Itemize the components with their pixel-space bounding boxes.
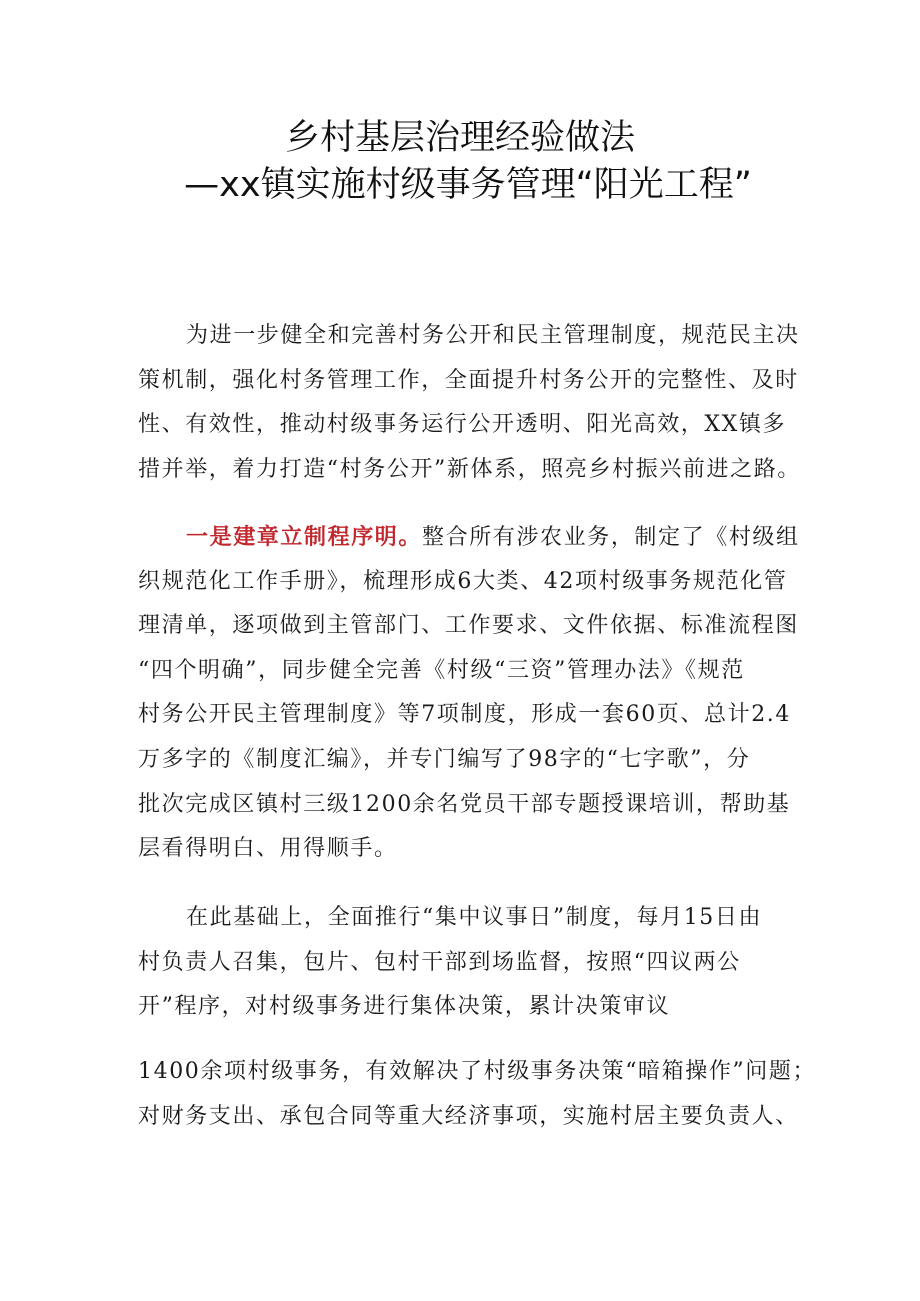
paragraph-line: 措并举，着力打造“村务公开”新体系，照亮乡村振兴前进之路。: [138, 456, 801, 482]
paragraph-line: 策机制，强化村务管理工作，全面提升村务公开的完整性、及时: [138, 367, 799, 393]
paragraph-meeting-day: [138, 896, 798, 1030]
paragraph-line: 在此基础上，全面推行“集中议事日”制度，每月15日由: [186, 905, 763, 930]
paragraph-line-text: 整合所有涉农业务，制定了《村级组: [422, 525, 800, 550]
paragraph-line: 层看得明白、用得顺手。: [138, 836, 398, 862]
paragraph-line: 织规范化工作手册》，梳理形成6大类、42项村级事务规范化管: [138, 568, 788, 594]
paragraph-continuation: [138, 1050, 817, 1139]
paragraph-line: [138, 515, 798, 560]
paragraph-line: 性、有效性，推动村级事务运行公开透明、阳光高效，XX镇多: [138, 412, 787, 438]
paragraph-line: 村务公开民主管理制度》等7项制度，形成一套60页、总计2.4: [138, 702, 791, 728]
document-title: 乡村基层治理经验做法: [284, 118, 635, 158]
paragraph-line: 开”程序，对村级事务进行集体决策，累计决策审议: [138, 994, 671, 1020]
paragraph-line: 对财务支出、承包合同等重大经济事项，实施村居主要负责人、: [138, 1103, 799, 1129]
paragraph-line: 1400余项村级事务，有效解决了村级事务决策“暗箱操作”问题；: [138, 1059, 817, 1084]
paragraph-line: 理清单，逐项做到主管部门、工作要求、文件依据、标准流程图: [138, 613, 799, 639]
paragraph-point-one: [138, 515, 798, 872]
paragraph-line: 为进一步健全和完善村务公开和民主管理制度，规范民主决: [186, 323, 800, 348]
paragraph-line: 万多字的《制度汇编》，并专门编写了98字的“七字歌”，分: [138, 746, 751, 772]
document-subtitle: —xx镇实施村级事务管理“阳光工程”: [184, 165, 752, 205]
paragraph-line: 批次完成区镇村三级1200余名党员干部专题授课培训，帮助基: [138, 791, 791, 817]
paragraph-line: 村负责人召集，包片、包村干部到场监督，按照“四议两公: [138, 949, 741, 975]
highlight-heading: 一是建章立制程序明。: [186, 524, 423, 550]
paragraph-line: “四个明确”，同步健全完善《村级“三资”管理办法》《规范: [138, 657, 745, 683]
paragraph-intro: [138, 314, 801, 492]
